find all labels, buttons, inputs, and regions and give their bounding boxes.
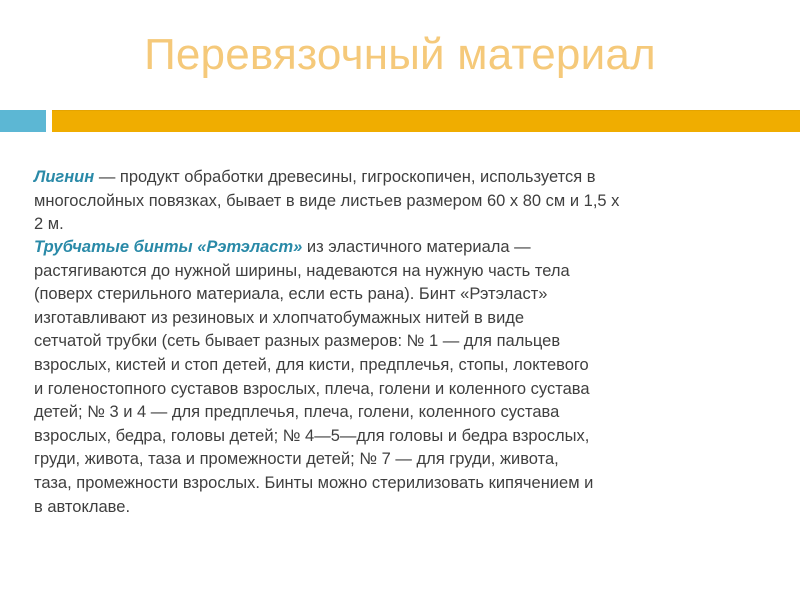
paragraph-retelast-text: из эластичного материала — растягиваются до нужной ширины, надеваются на нужную часть тела (поверх стерильного материала, если есть рана). Бинт «Рэтэласт» изготавливают из резиновых и хлопчатобумажных нитей в виде сетчатой трубки (сеть бывает разных размеров: № 1 — для пальцев взрослых, кистей и стоп детей, для кисти, предплечья, стопы, локтевого и голеностопного суставов взрослых, плеча, голени и коленного сустава детей; № 3 и 4 — для предплечья, плеча, голени, коленного сустава взрослых, бедра, головы детей; № 4—5—для головы и бедра взрослых, груди, живота, таза и промежности детей; № 7 — для груди, живота, таза, промежности взрослых. Бинты можно стерилизовать кипячением и в автоклаве. [34,238,594,516]
term-retelast: Трубчатые бинты «Рэтэласт» [34,238,303,256]
accent-bar-left [0,110,46,132]
paragraph-lignin [34,166,734,237]
slide-title: Перевязочный материал [144,30,656,79]
paragraph-lignin-text: — продукт обработки древесины, гигроскопичен, используется в многослойных повязках, бывает в виде листьев размером 60 х 80 см и 1,5 х 2 м. [34,168,620,234]
accent-bar-line [52,110,800,132]
paragraph-retelast [34,236,734,519]
term-lignin: Лигнин [34,168,95,186]
